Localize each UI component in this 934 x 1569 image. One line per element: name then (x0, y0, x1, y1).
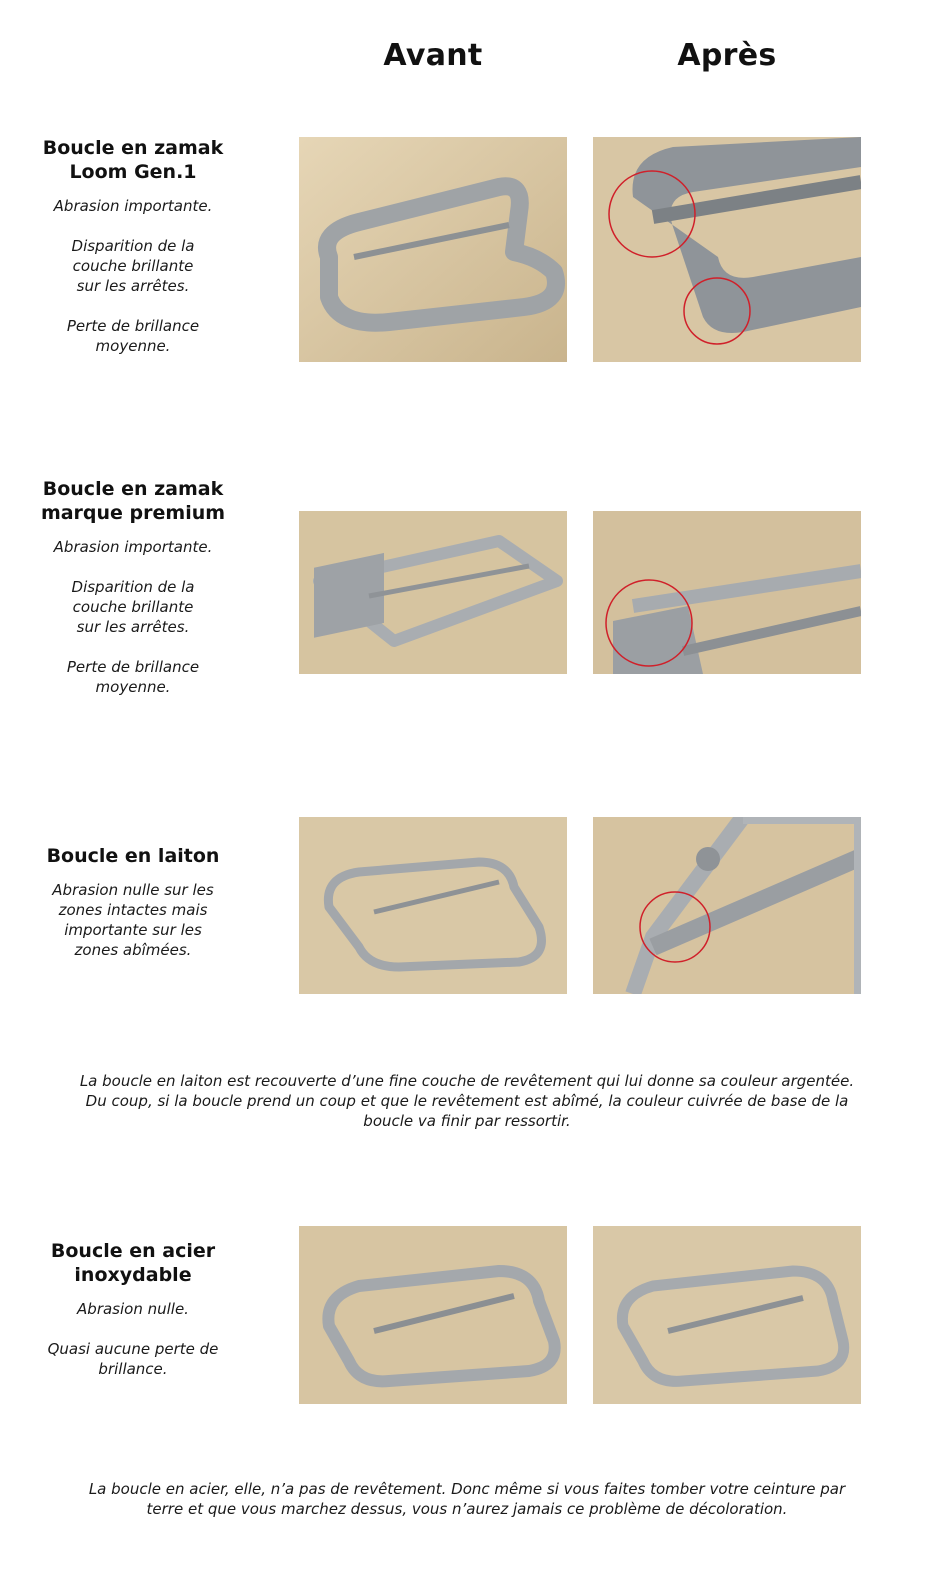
zamak-premium-buckle-before-photo (299, 511, 567, 674)
row-title: Boucle en zamak Loom Gen.1 (42, 137, 224, 183)
zamak-loom-buckle-after-photo (593, 137, 861, 362)
row-title: Boucle en acier inoxydable (50, 1240, 216, 1286)
row-description: Abrasion nulle sur les zones intactes mais importante sur les zones abîmées. (52, 881, 214, 959)
row-label-brass (30, 844, 236, 980)
row-description: Quasi aucune perte de brillance. (47, 1340, 219, 1378)
steel-buckle-after-photo (593, 1226, 861, 1404)
row-description: Abrasion importante. (53, 197, 213, 215)
brass-coating-note: La boucle en laiton est recouverte d’une fine couche de revêtement qui lui donne sa couleur argentée. Du coup, si la boucle prend un coup et que le revêtement est abîmé, la couleur cuivrée de base de la boucle va finir par ressortir. (79, 1072, 855, 1130)
row-label-zamak-loom (30, 136, 236, 376)
brass-buckle-before-photo (299, 817, 567, 994)
steel-no-coating-note: La boucle en acier, elle, n’a pas de revêtement. Donc même si vous faites tomber votre ceinture par terre et que vous marchez dessus, vous n’aurez jamais ce problème de décoloration. (88, 1480, 846, 1518)
steel-buckle-before-photo (299, 1226, 567, 1404)
row-description: Perte de brillance moyenne. (66, 317, 200, 355)
row-description: Perte de brillance moyenne. (66, 658, 200, 696)
row-description: Abrasion nulle. (77, 1300, 189, 1318)
row-description: Abrasion importante. (53, 538, 213, 556)
zamak-loom-buckle-before-photo (299, 137, 567, 362)
zamak-premium-buckle-after-photo (593, 511, 861, 674)
row-label-zamak-premium (30, 477, 236, 717)
row-label-stainless-steel (30, 1239, 236, 1399)
column-header-before: Avant (383, 38, 483, 73)
brass-buckle-after-photo (593, 817, 861, 994)
row-title: Boucle en zamak marque premium (40, 478, 226, 524)
column-header-after: Après (677, 38, 777, 73)
row-description: Disparition de la couche brillante sur les arrêtes. (71, 578, 195, 636)
row-description: Disparition de la couche brillante sur les arrêtes. (71, 237, 195, 295)
row-title: Boucle en laiton (46, 845, 220, 867)
